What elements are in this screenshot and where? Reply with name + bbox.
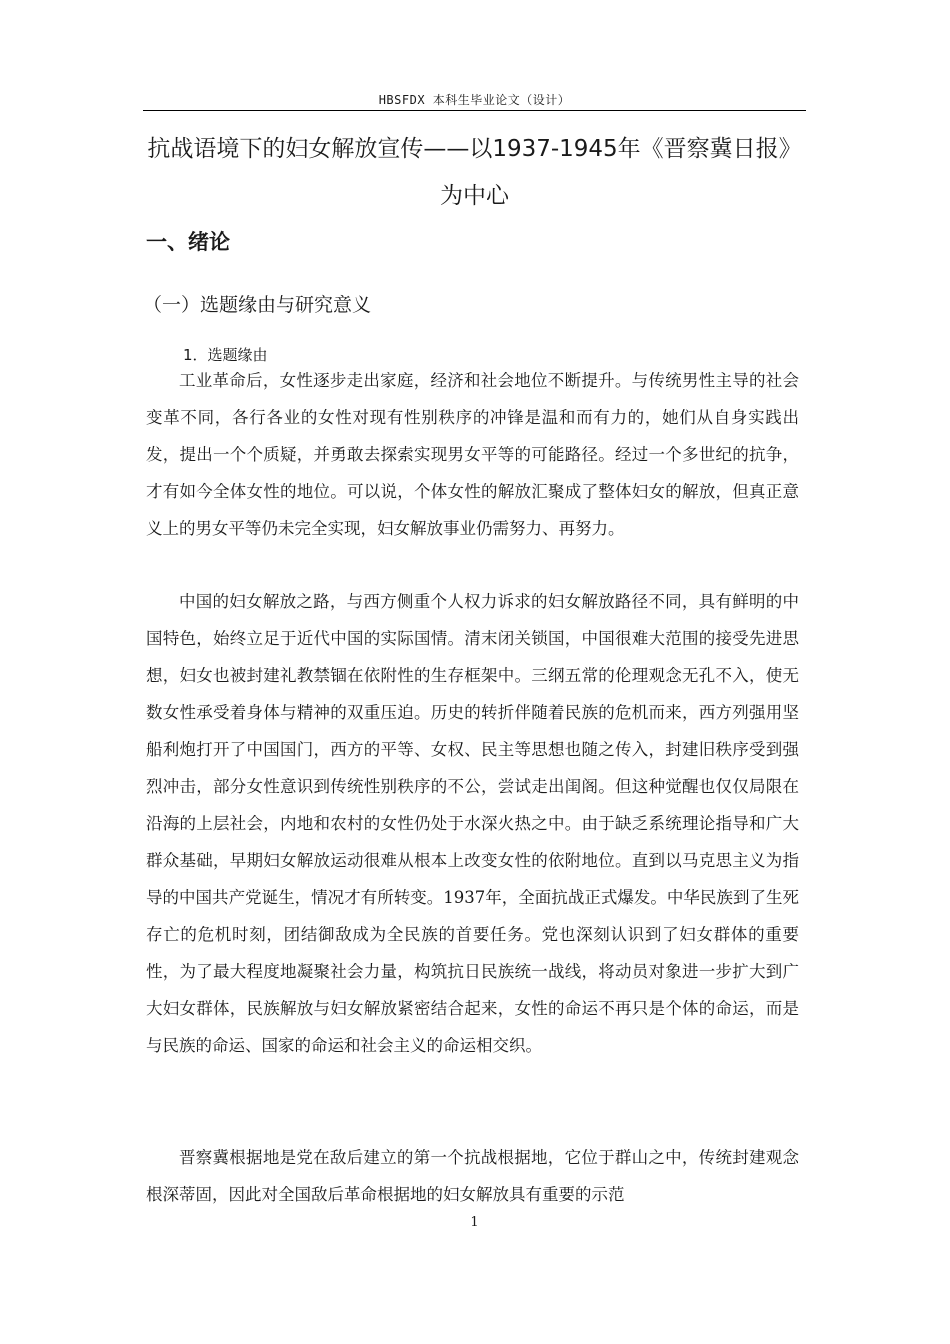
- running-header: HBSFDX 本科生毕业论文（设计）: [378, 93, 571, 107]
- page-number: 1: [470, 1215, 479, 1230]
- thesis-title: 抗战语境下的妇女解放宣传——以1937-1945年《晋察冀日报》为中心: [147, 136, 802, 209]
- section-heading: （一）选题缘由与研究意义: [143, 294, 372, 316]
- subsection-heading: 1．选题缘由: [183, 346, 268, 364]
- chapter-heading: 一、绪论: [146, 230, 230, 254]
- body-paragraph-3: 晋察冀根据地是党在敌后建立的第一个抗战根据地，它位于群山之中，传统封建观念根深蒂固，因此对全国敌后革命根据地的妇女解放具有重要的示范: [146, 1148, 799, 1204]
- body-paragraph-1: 工业革命后，女性逐步走出家庭，经济和社会地位不断提升。与传统男性主导的社会变革不同，各行各业的女性对现有性别秩序的冲锋是温和而有力的，她们从自身实践出发，提出一个个质疑，并勇敢去探索实现男女平等的可能路径。经过一个多世纪的抗争，才有如今全体女性的地位。可以说，个体女性的解放汇聚成了整体妇女的解放，但真正意义上的男女平等仍未完全实现，妇女解放事业仍需努力、再努力。: [146, 371, 799, 538]
- header-divider: [143, 110, 806, 111]
- body-paragraph-2: 中国的妇女解放之路，与西方侧重个人权力诉求的妇女解放路径不同，具有鲜明的中国特色，始终立足于近代中国的实际国情。清末闭关锁国，中国很难大范围的接受先进思想，妇女也被封建礼教禁锢在依附性的生存框架中。三纲五常的伦理观念无孔不入，使无数女性承受着身体与精神的双重压迫。历史的转折伴随着民族的危机而来，西方列强用坚船利炮打开了中国国门，西方的平等、女权、民主等思想也随之传入，封建旧秩序受到强烈冲击，部分女性意识到传统性别秩序的不公，尝试走出闺阁。但这种觉醒也仅仅局限在沿海的上层社会，内地和农村的女性仍处于水深火热之中。由于缺乏系统理论指导和广大群众基础，早期妇女解放运动很难从根本上改变女性的依附地位。直到以马克思主义为指导的中国共产党诞生，情况才有所转变。1937年，全面抗战正式爆发。中华民族到了生死存亡的危机时刻，团结御敌成为全民族的首要任务。党也深刻认识到了妇女群体的重要性，为了最大程度地凝聚社会力量，构筑抗日民族统一战线，将动员对象进一步扩大到广大妇女群体，民族解放与妇女解放紧密结合起来，女性的命运不再只是个体的命运，而是与民族的命运、国家的命运和社会主义的命运相交织。: [146, 592, 799, 1055]
